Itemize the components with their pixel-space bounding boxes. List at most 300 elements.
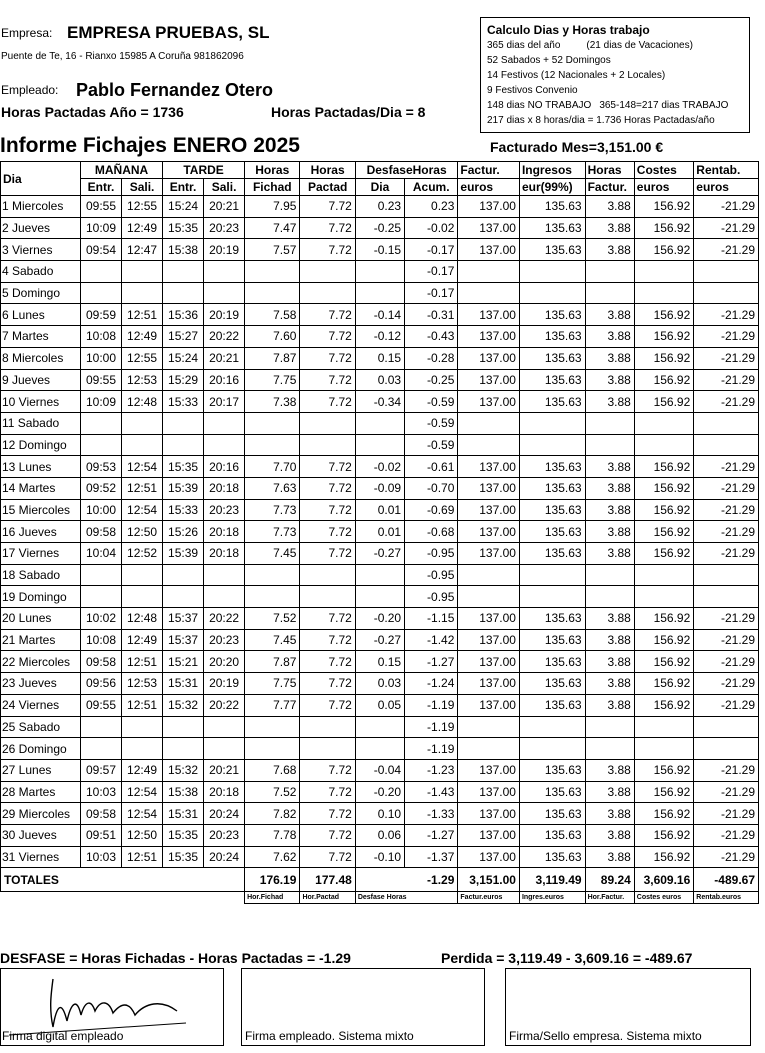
signature-box-empresa: [505, 968, 751, 1046]
cell-dia: 21 Martes: [1, 629, 81, 651]
cell-desfase-dia: 0.15: [355, 347, 404, 369]
cell-desfase-acum: -1.37: [405, 846, 458, 868]
cell-desfase-dia: -0.27: [355, 629, 404, 651]
cell-manana-salida: 12:53: [122, 673, 163, 695]
table-row: [1, 347, 759, 369]
cell-rentabilidad: -21.29: [694, 196, 759, 218]
cell-ingresos: [519, 586, 585, 608]
calculo-title: Calculo Dias y Horas trabajo: [487, 23, 650, 37]
total-costes: 3,609.16: [634, 868, 693, 892]
footer-factur-euros: Factur.euros: [458, 892, 520, 904]
cell-ingresos: 135.63: [519, 196, 585, 218]
cell-tarde-entrada: 15:36: [163, 304, 204, 326]
cell-tarde-entrada: 15:32: [163, 694, 204, 716]
table-row: [1, 499, 759, 521]
cell-tarde-entrada: [163, 434, 204, 456]
cell-costes: 156.92: [634, 846, 693, 868]
cell-costes: 156.92: [634, 694, 693, 716]
cell-horas-facturadas: 3.88: [585, 846, 634, 868]
cell-facturado: 137.00: [458, 239, 520, 261]
cell-desfase-acum: -1.27: [405, 651, 458, 673]
header-costes-1: Costes: [634, 162, 693, 179]
cell-ingresos: [519, 412, 585, 434]
cell-dia: 24 Viernes: [1, 694, 81, 716]
table-row: [1, 803, 759, 825]
cell-horas-facturadas: 3.88: [585, 196, 634, 218]
cell-horas-pactadas: [300, 434, 355, 456]
cell-horas-fichadas: [245, 564, 300, 586]
header-manana-entr: Entr.: [81, 179, 122, 196]
cell-horas-facturadas: 3.88: [585, 217, 634, 239]
cell-ingresos: 135.63: [519, 673, 585, 695]
cell-dia: 27 Lunes: [1, 759, 81, 781]
cell-manana-entrada: [81, 738, 122, 760]
total-rentab: -489.67: [694, 868, 759, 892]
table-row: [1, 781, 759, 803]
table-row: [1, 564, 759, 586]
cell-horas-pactadas: 7.72: [300, 304, 355, 326]
cell-costes: 156.92: [634, 608, 693, 630]
cell-horas-facturadas: 3.88: [585, 499, 634, 521]
cell-tarde-salida: 20:18: [204, 477, 245, 499]
cell-manana-entrada: 10:03: [81, 781, 122, 803]
cell-desfase-acum: -0.59: [405, 391, 458, 413]
cell-tarde-entrada: 15:31: [163, 803, 204, 825]
cell-manana-entrada: 10:08: [81, 629, 122, 651]
cell-manana-entrada: [81, 412, 122, 434]
table-row: [1, 846, 759, 868]
cell-horas-facturadas: 3.88: [585, 629, 634, 651]
cell-horas-fichadas: 7.45: [245, 629, 300, 651]
cell-desfase-dia: -0.34: [355, 391, 404, 413]
cell-tarde-salida: 20:18: [204, 543, 245, 565]
cell-dia: 10 Viernes: [1, 391, 81, 413]
header-costes-2: euros: [634, 179, 693, 196]
cell-manana-entrada: [81, 261, 122, 283]
cell-tarde-salida: [204, 282, 245, 304]
cell-costes: 156.92: [634, 651, 693, 673]
cell-costes: [634, 261, 693, 283]
cell-horas-pactadas: [300, 738, 355, 760]
cell-horas-pactadas: 7.72: [300, 239, 355, 261]
cell-ingresos: 135.63: [519, 304, 585, 326]
cell-manana-entrada: [81, 586, 122, 608]
cell-manana-entrada: 09:58: [81, 651, 122, 673]
cell-desfase-acum: -0.59: [405, 412, 458, 434]
cell-tarde-entrada: 15:31: [163, 673, 204, 695]
signature-box-empleado: [241, 968, 485, 1046]
cell-desfase-acum: -0.17: [405, 282, 458, 304]
cell-desfase-acum: -1.33: [405, 803, 458, 825]
calculo-line-5b: 365-148=217 dias TRABAJO: [599, 100, 729, 111]
cell-ingresos: 135.63: [519, 326, 585, 348]
cell-horas-facturadas: 3.88: [585, 781, 634, 803]
cell-ingresos: 135.63: [519, 521, 585, 543]
cell-tarde-entrada: 15:27: [163, 326, 204, 348]
cell-horas-fichadas: [245, 716, 300, 738]
cell-dia: 6 Lunes: [1, 304, 81, 326]
cell-horas-pactadas: [300, 586, 355, 608]
cell-horas-fichadas: 7.68: [245, 759, 300, 781]
cell-horas-facturadas: 3.88: [585, 477, 634, 499]
cell-tarde-entrada: [163, 261, 204, 283]
cell-desfase-dia: -0.20: [355, 781, 404, 803]
cell-tarde-salida: [204, 586, 245, 608]
cell-dia: 15 Miercoles: [1, 499, 81, 521]
cell-facturado: 137.00: [458, 694, 520, 716]
header-rentab-1: Rentab.: [694, 162, 759, 179]
total-factur: 3,151.00: [458, 868, 520, 892]
total-horas-factur: 89.24: [585, 868, 634, 892]
empresa-address: Puente de Te, 16 - Rianxo 15985 A Coruña 981862096: [1, 51, 244, 62]
cell-tarde-entrada: 15:39: [163, 543, 204, 565]
cell-desfase-acum: -0.95: [405, 543, 458, 565]
cell-horas-facturadas: 3.88: [585, 543, 634, 565]
cell-manana-entrada: 09:58: [81, 521, 122, 543]
cell-rentabilidad: -21.29: [694, 781, 759, 803]
cell-costes: [634, 586, 693, 608]
cell-horas-fichadas: 7.95: [245, 196, 300, 218]
cell-costes: 156.92: [634, 499, 693, 521]
calculo-line-1b: (21 dias de Vacaciones): [586, 40, 693, 51]
footer-blank: [1, 892, 245, 904]
cell-rentabilidad: [694, 282, 759, 304]
cell-rentabilidad: -21.29: [694, 543, 759, 565]
cell-horas-fichadas: 7.70: [245, 456, 300, 478]
header-manana: MAÑANA: [81, 162, 163, 179]
cell-tarde-entrada: [163, 586, 204, 608]
cell-tarde-salida: 20:16: [204, 369, 245, 391]
cell-horas-facturadas: [585, 261, 634, 283]
cell-desfase-dia: -0.02: [355, 456, 404, 478]
cell-desfase-dia: [355, 738, 404, 760]
cell-manana-entrada: [81, 282, 122, 304]
cell-dia: 31 Viernes: [1, 846, 81, 868]
cell-manana-salida: [122, 564, 163, 586]
cell-costes: 156.92: [634, 304, 693, 326]
table-row: [1, 521, 759, 543]
cell-dia: 28 Martes: [1, 781, 81, 803]
cell-desfase-dia: -0.14: [355, 304, 404, 326]
cell-ingresos: 135.63: [519, 629, 585, 651]
table-row: [1, 759, 759, 781]
cell-tarde-entrada: 15:26: [163, 521, 204, 543]
cell-desfase-acum: -1.27: [405, 824, 458, 846]
cell-rentabilidad: -21.29: [694, 239, 759, 261]
cell-manana-salida: 12:51: [122, 651, 163, 673]
cell-tarde-salida: 20:19: [204, 673, 245, 695]
table-row: [1, 608, 759, 630]
empresa-label: Empresa:: [1, 26, 53, 40]
cell-rentabilidad: -21.29: [694, 499, 759, 521]
cell-rentabilidad: -21.29: [694, 304, 759, 326]
footer-rentab-euros: Rentab.euros: [694, 892, 759, 904]
header-horas-fichad-1: Horas: [245, 162, 300, 179]
cell-dia: 23 Jueves: [1, 673, 81, 695]
cell-ingresos: [519, 434, 585, 456]
cell-facturado: [458, 564, 520, 586]
cell-rentabilidad: [694, 434, 759, 456]
cell-desfase-dia: [355, 412, 404, 434]
cell-horas-fichadas: [245, 434, 300, 456]
cell-ingresos: 135.63: [519, 347, 585, 369]
cell-horas-pactadas: [300, 261, 355, 283]
cell-costes: 156.92: [634, 217, 693, 239]
cell-tarde-salida: 20:23: [204, 629, 245, 651]
cell-desfase-acum: -1.23: [405, 759, 458, 781]
cell-horas-fichadas: 7.87: [245, 651, 300, 673]
cell-manana-salida: [122, 586, 163, 608]
calculo-line-2: 52 Sabados + 52 Domingos: [487, 55, 611, 66]
cell-tarde-salida: 20:20: [204, 651, 245, 673]
cell-tarde-entrada: 15:35: [163, 846, 204, 868]
cell-manana-entrada: 10:09: [81, 391, 122, 413]
cell-horas-fichadas: 7.45: [245, 543, 300, 565]
header-tarde: TARDE: [163, 162, 245, 179]
cell-horas-pactadas: 7.72: [300, 499, 355, 521]
cell-dia: 30 Jueves: [1, 824, 81, 846]
cell-tarde-salida: [204, 716, 245, 738]
cell-tarde-entrada: 15:29: [163, 369, 204, 391]
cell-tarde-salida: [204, 738, 245, 760]
cell-desfase-dia: [355, 261, 404, 283]
cell-rentabilidad: -21.29: [694, 456, 759, 478]
cell-desfase-acum: -0.59: [405, 434, 458, 456]
table-row: [1, 412, 759, 434]
cell-costes: [634, 412, 693, 434]
cell-manana-entrada: 09:55: [81, 369, 122, 391]
cell-dia: 19 Domingo: [1, 586, 81, 608]
cell-horas-pactadas: [300, 564, 355, 586]
table-row: [1, 304, 759, 326]
cell-manana-salida: 12:47: [122, 239, 163, 261]
cell-horas-fichadas: 7.58: [245, 304, 300, 326]
cell-desfase-acum: -1.19: [405, 716, 458, 738]
cell-tarde-entrada: 15:24: [163, 196, 204, 218]
cell-manana-salida: 12:54: [122, 456, 163, 478]
cell-horas-fichadas: 7.78: [245, 824, 300, 846]
cell-desfase-dia: [355, 586, 404, 608]
cell-tarde-salida: 20:22: [204, 326, 245, 348]
cell-ingresos: [519, 738, 585, 760]
perdida-summary: Perdida = 3,119.49 - 3,609.16 = -489.67: [441, 950, 693, 966]
cell-manana-salida: 12:49: [122, 759, 163, 781]
cell-horas-fichadas: 7.52: [245, 781, 300, 803]
cell-tarde-salida: [204, 564, 245, 586]
cell-costes: 156.92: [634, 759, 693, 781]
cell-desfase-acum: -1.24: [405, 673, 458, 695]
table-row: [1, 824, 759, 846]
cell-facturado: 137.00: [458, 456, 520, 478]
cell-desfase-acum: -0.28: [405, 347, 458, 369]
cell-tarde-salida: 20:19: [204, 239, 245, 261]
cell-ingresos: 135.63: [519, 456, 585, 478]
cell-desfase-dia: -0.09: [355, 477, 404, 499]
cell-manana-entrada: 10:00: [81, 347, 122, 369]
cell-horas-facturadas: [585, 586, 634, 608]
cell-horas-facturadas: 3.88: [585, 694, 634, 716]
cell-horas-fichadas: 7.60: [245, 326, 300, 348]
cell-dia: 17 Viernes: [1, 543, 81, 565]
cell-dia: 8 Miercoles: [1, 347, 81, 369]
total-horas-fichad: 176.19: [245, 868, 300, 892]
cell-horas-pactadas: 7.72: [300, 673, 355, 695]
cell-rentabilidad: -21.29: [694, 759, 759, 781]
cell-horas-pactadas: 7.72: [300, 196, 355, 218]
header-horas-fichad-2: Fichad: [245, 179, 300, 196]
empleado-name: Pablo Fernandez Otero: [76, 80, 274, 100]
cell-rentabilidad: -21.29: [694, 651, 759, 673]
cell-facturado: [458, 434, 520, 456]
cell-horas-pactadas: 7.72: [300, 347, 355, 369]
cell-costes: 156.92: [634, 477, 693, 499]
cell-tarde-salida: 20:21: [204, 759, 245, 781]
total-desfase: -1.29: [355, 868, 458, 892]
cell-desfase-dia: 0.10: [355, 803, 404, 825]
cell-desfase-acum: -0.61: [405, 456, 458, 478]
cell-horas-facturadas: [585, 738, 634, 760]
cell-horas-fichadas: 7.73: [245, 499, 300, 521]
calculo-line-1a: 365 dias del año: [487, 40, 561, 51]
cell-costes: 156.92: [634, 196, 693, 218]
cell-rentabilidad: -21.29: [694, 521, 759, 543]
cell-facturado: 137.00: [458, 803, 520, 825]
header-rentab-2: euros: [694, 179, 759, 196]
cell-horas-pactadas: 7.72: [300, 629, 355, 651]
cell-horas-pactadas: 7.72: [300, 543, 355, 565]
cell-tarde-salida: [204, 434, 245, 456]
footer-hor-factur: Hor.Factur.: [585, 892, 634, 904]
cell-tarde-salida: 20:16: [204, 456, 245, 478]
table-row: [1, 282, 759, 304]
cell-horas-pactadas: 7.72: [300, 369, 355, 391]
cell-costes: 156.92: [634, 673, 693, 695]
cell-tarde-salida: 20:22: [204, 694, 245, 716]
cell-manana-salida: 12:49: [122, 629, 163, 651]
calculo-line-3: 14 Festivos (12 Nacionales + 2 Locales): [487, 70, 666, 81]
cell-tarde-entrada: [163, 412, 204, 434]
cell-costes: [634, 738, 693, 760]
table-row: [1, 543, 759, 565]
signature-box-digital: [0, 968, 224, 1046]
cell-tarde-salida: 20:21: [204, 196, 245, 218]
cell-manana-salida: 12:53: [122, 369, 163, 391]
footer-labels-row: [1, 892, 759, 904]
cell-tarde-salida: 20:21: [204, 347, 245, 369]
cell-horas-pactadas: [300, 282, 355, 304]
signature-label-empleado: Firma empleado. Sistema mixto: [245, 1029, 414, 1043]
cell-tarde-entrada: 15:38: [163, 781, 204, 803]
cell-desfase-acum: -0.68: [405, 521, 458, 543]
cell-costes: 156.92: [634, 391, 693, 413]
header-horas-factur-2: Factur.: [585, 179, 634, 196]
horas-pactadas-ano: Horas Pactadas Año = 1736: [1, 104, 184, 120]
table-row: [1, 369, 759, 391]
cell-ingresos: 135.63: [519, 803, 585, 825]
cell-ingresos: 135.63: [519, 824, 585, 846]
cell-horas-pactadas: 7.72: [300, 477, 355, 499]
cell-ingresos: 135.63: [519, 608, 585, 630]
cell-costes: [634, 564, 693, 586]
cell-costes: 156.92: [634, 521, 693, 543]
empleado-label: Empleado:: [1, 83, 59, 97]
cell-rentabilidad: -21.29: [694, 369, 759, 391]
cell-facturado: 137.00: [458, 391, 520, 413]
cell-horas-pactadas: 7.72: [300, 608, 355, 630]
report-title: Informe Fichajes ENERO 2025: [0, 134, 300, 157]
cell-desfase-dia: 0.01: [355, 499, 404, 521]
cell-ingresos: [519, 564, 585, 586]
header-horas-pactad-1: Horas: [300, 162, 355, 179]
cell-dia: 14 Martes: [1, 477, 81, 499]
table-row: [1, 326, 759, 348]
cell-desfase-acum: -0.43: [405, 326, 458, 348]
cell-horas-facturadas: 3.88: [585, 456, 634, 478]
cell-rentabilidad: -21.29: [694, 846, 759, 868]
table-row: [1, 391, 759, 413]
cell-desfase-acum: -1.43: [405, 781, 458, 803]
cell-horas-pactadas: 7.72: [300, 803, 355, 825]
cell-horas-pactadas: 7.72: [300, 651, 355, 673]
cell-facturado: 137.00: [458, 673, 520, 695]
cell-horas-facturadas: [585, 282, 634, 304]
cell-horas-facturadas: 3.88: [585, 673, 634, 695]
cell-ingresos: 135.63: [519, 391, 585, 413]
header-desfase-dia: Dia: [355, 179, 404, 196]
cell-horas-fichadas: 7.62: [245, 846, 300, 868]
header-desfase-acum: Acum.: [405, 179, 458, 196]
cell-desfase-acum: -0.69: [405, 499, 458, 521]
cell-costes: 156.92: [634, 803, 693, 825]
cell-manana-salida: [122, 412, 163, 434]
cell-desfase-dia: 0.05: [355, 694, 404, 716]
cell-manana-entrada: [81, 564, 122, 586]
cell-desfase-dia: -0.04: [355, 759, 404, 781]
cell-horas-fichadas: [245, 738, 300, 760]
cell-rentabilidad: -21.29: [694, 803, 759, 825]
cell-dia: 20 Lunes: [1, 608, 81, 630]
calculo-line-4: 9 Festivos Convenio: [487, 85, 578, 96]
header-factur-1: Factur.: [458, 162, 520, 179]
table-row: [1, 217, 759, 239]
cell-dia: 5 Domingo: [1, 282, 81, 304]
header-horas-pactad-2: Pactad: [300, 179, 355, 196]
cell-desfase-acum: -0.02: [405, 217, 458, 239]
cell-manana-entrada: 09:54: [81, 239, 122, 261]
cell-horas-fichadas: [245, 282, 300, 304]
cell-facturado: 137.00: [458, 521, 520, 543]
cell-ingresos: 135.63: [519, 781, 585, 803]
cell-horas-fichadas: 7.47: [245, 217, 300, 239]
footer-ingres-euros: Ingres.euros: [519, 892, 585, 904]
cell-ingresos: [519, 716, 585, 738]
cell-horas-pactadas: 7.72: [300, 521, 355, 543]
cell-horas-fichadas: [245, 412, 300, 434]
cell-rentabilidad: -21.29: [694, 477, 759, 499]
cell-desfase-dia: [355, 434, 404, 456]
cell-horas-fichadas: 7.57: [245, 239, 300, 261]
cell-horas-pactadas: 7.72: [300, 217, 355, 239]
cell-facturado: 137.00: [458, 347, 520, 369]
footer-costes-euros: Costes euros: [634, 892, 693, 904]
total-horas-pactad: 177.48: [300, 868, 355, 892]
cell-desfase-acum: -1.15: [405, 608, 458, 630]
cell-horas-facturadas: 3.88: [585, 347, 634, 369]
cell-tarde-salida: 20:19: [204, 304, 245, 326]
cell-dia: 1 Miercoles: [1, 196, 81, 218]
fichajes-table: [0, 161, 759, 904]
cell-facturado: [458, 716, 520, 738]
